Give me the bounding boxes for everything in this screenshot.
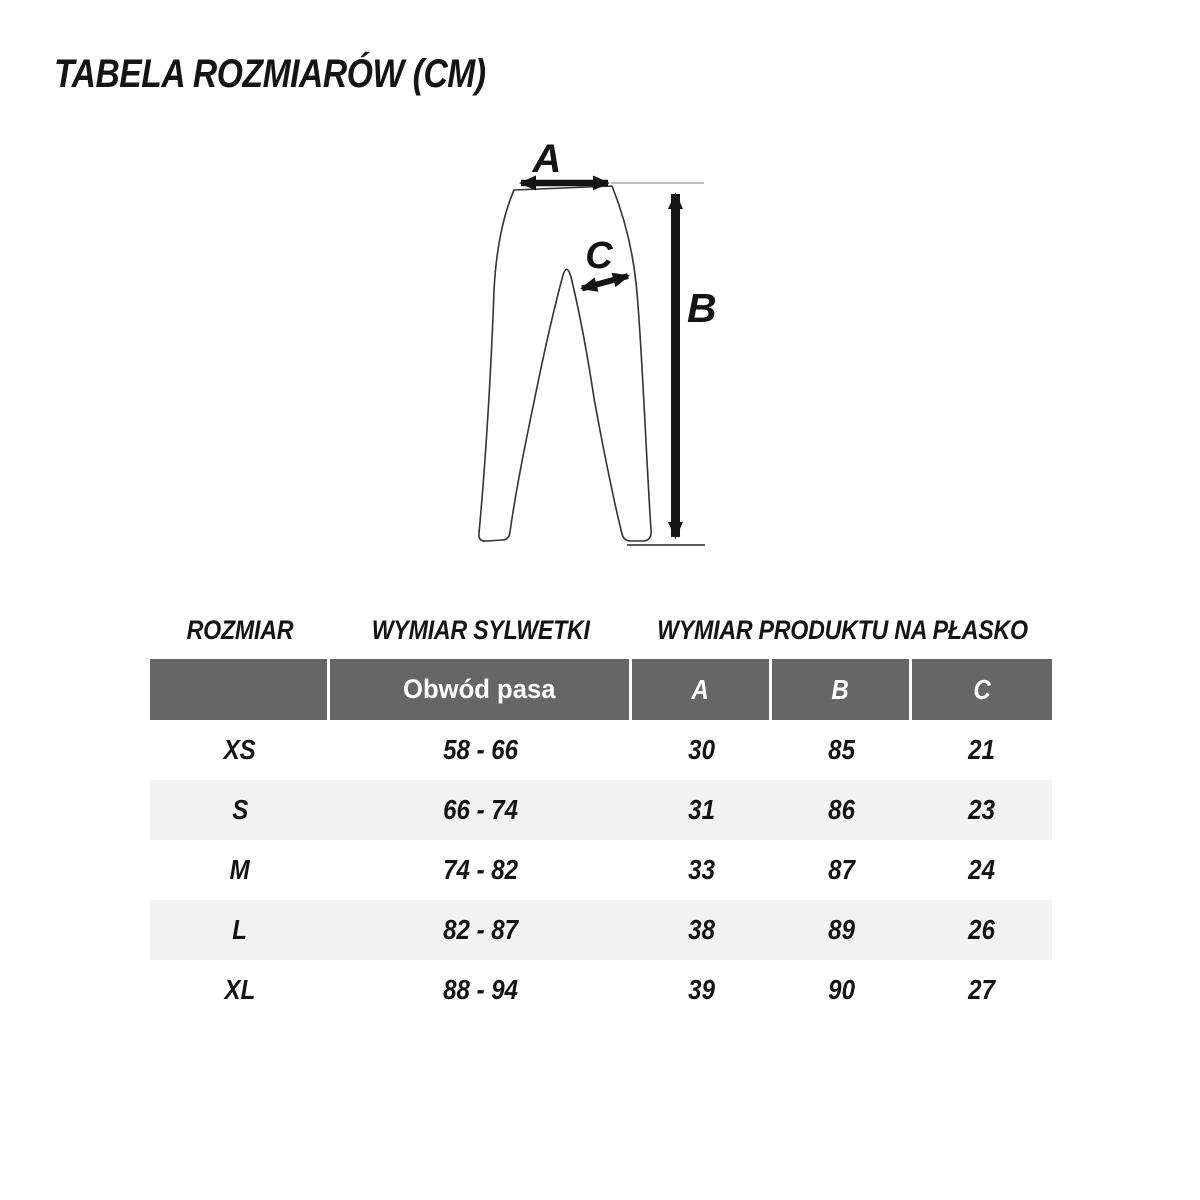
waist-width-label: A [532,137,562,181]
a-value: 38 [688,914,716,945]
size-label: L [232,914,248,945]
a-value: 31 [688,794,716,825]
waist-value: 74 - 82 [443,854,519,885]
table-row-xs [150,720,1052,780]
crotch-label: C [585,235,613,277]
a-value: 33 [688,854,716,885]
c-value: 24 [968,854,996,885]
table-group-headers [150,610,1052,646]
waist-value: 88 - 94 [443,974,519,1005]
size-table [150,659,1052,1020]
size-label: M [229,854,251,885]
waist-value: 58 - 66 [443,734,519,765]
group-header-product-flat: WYMIAR PRODUKTU NA PŁASKO [656,615,1028,645]
a-value: 30 [688,734,716,765]
waist-value: 82 - 87 [443,914,519,945]
header-cell-size-empty [150,659,330,720]
c-value: 21 [968,734,996,765]
b-value: 86 [828,794,856,825]
c-value: 26 [968,914,996,945]
table-row-s [150,780,1052,840]
header-cell-c: C [973,673,991,705]
group-header-body-measure: WYMIAR SYLWETKI [371,615,591,645]
b-value: 89 [828,914,856,945]
a-value: 39 [688,974,716,1005]
header-cell-b: B [772,659,912,720]
size-label: XS [223,734,257,765]
header-cell-a: A [632,659,772,720]
b-value: 85 [828,734,856,765]
c-value: 23 [968,794,996,825]
header-cell-waist: Obwód pasa [330,659,632,720]
length-label: B [687,285,717,331]
c-value: 27 [968,974,996,1005]
table-row-m [150,840,1052,900]
size-label: XL [224,974,256,1005]
pants-measurement-diagram [430,125,750,565]
table-row-xl [150,960,1052,1020]
table-header-row [150,659,1052,720]
size-label: S [231,794,249,825]
page-title: TABELA ROZMIARÓW (CM) [54,52,486,96]
waist-value: 66 - 74 [443,794,519,825]
pants-outline [479,186,651,541]
crotch-arrow [582,276,628,289]
b-value: 87 [828,854,856,885]
table-row-l [150,900,1052,960]
b-value: 90 [828,974,856,1005]
group-header-size: ROZMIAR [186,615,294,645]
